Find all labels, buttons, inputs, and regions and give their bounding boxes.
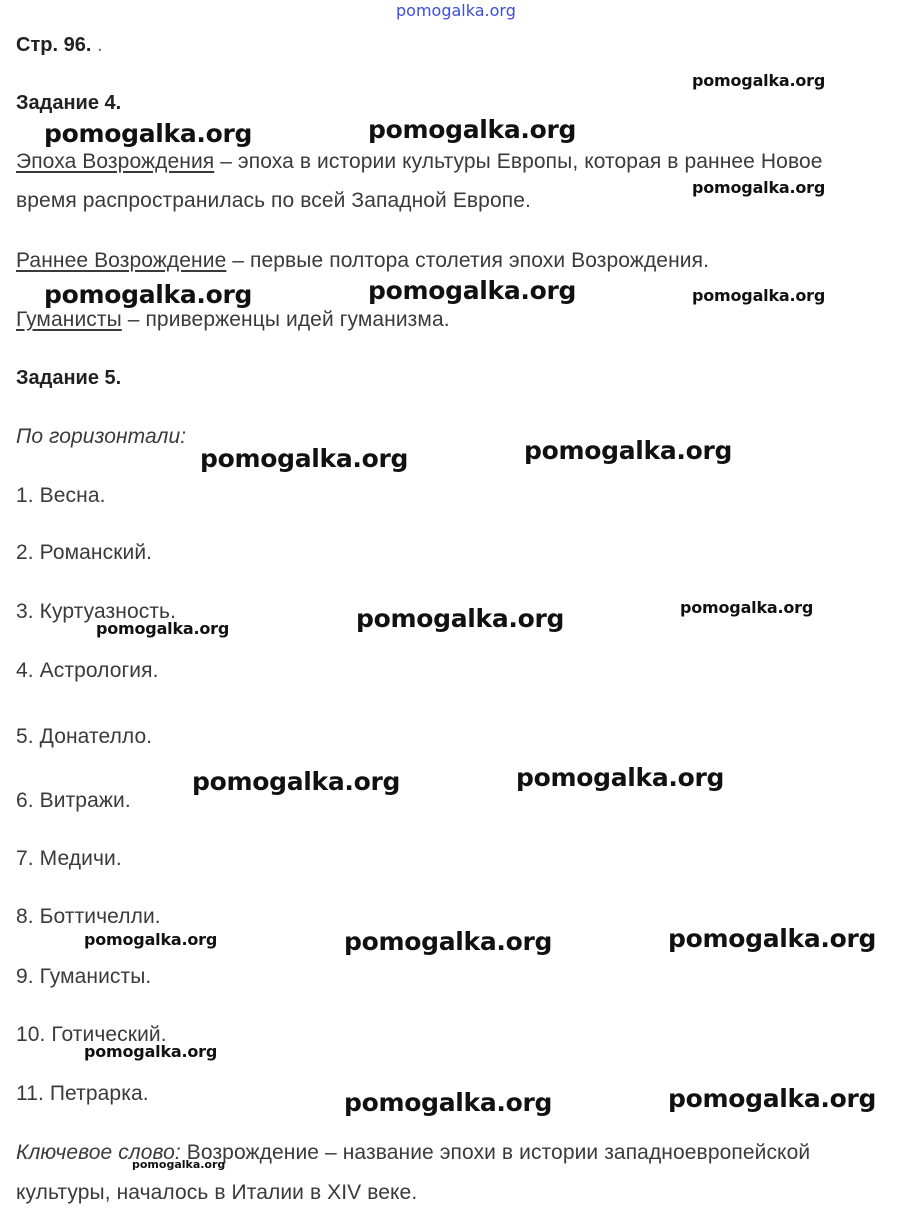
definition-3-term: Гуманисты [16,308,122,331]
watermark: pomogalka.org [44,119,253,148]
definition-3-text: – приверженцы идей гуманизма. [121,308,450,331]
watermark: pomogalka.org [200,444,409,473]
answer-item: 2. Романский. [16,541,153,564]
watermark: pomogalka.org [84,1042,218,1061]
answer-item: 1. Весна. [16,484,106,507]
answer-item: 5. Донателло. [16,725,153,748]
definition-2 [16,249,709,273]
definition-1-text: – эпоха в истории культуры Европы, которая в раннее Новое [214,150,823,173]
keyword-label: Ключевое слово: [16,1141,181,1164]
watermark: pomogalka.org [692,286,826,305]
watermark: pomogalka.org [680,598,814,617]
watermark: pomogalka.org [96,619,230,638]
watermark: pomogalka.org [692,178,826,197]
watermark: pomogalka.org [368,115,577,144]
page-number-dot: . [96,34,103,56]
answer-item: 9. Гуманисты. [16,965,152,988]
watermark: pomogalka.org [84,930,218,949]
watermark: pomogalka.org [356,604,565,633]
watermark: pomogalka.org [344,1088,553,1117]
watermark: pomogalka.org [524,436,733,465]
definition-2-text: – первые полтора столетия эпохи Возрождения. [226,249,710,272]
page-number-text: Стр. 96. [16,34,92,56]
definition-1-line2: время распространилась по всей Западной Европе. [16,189,531,212]
answer-item: 4. Астрология. [16,659,159,682]
answer-item: 10. Готический. [16,1023,167,1046]
answer-item: 8. Боттичелли. [16,905,161,928]
keyword-text: Возрождение – название эпохи в истории западноевропейской [180,1141,811,1164]
watermark: pomogalka.org [368,276,577,305]
task4-title: Задание 4. [16,92,122,114]
watermark: pomogalka.org [692,71,826,90]
site-header-watermark: pomogalka.org [396,1,516,20]
task5-title: Задание 5. [16,367,122,389]
watermark: pomogalka.org [668,924,877,953]
answer-item: 11. Петрарка. [16,1082,149,1105]
watermark: pomogalka.org [344,927,553,956]
watermark: pomogalka.org [516,763,725,792]
watermark: pomogalka.org [192,767,401,796]
answer-item: 6. Витражи. [16,789,131,812]
watermark: pomogalka.org [668,1084,877,1113]
task5-subtitle: По горизонтали: [16,425,187,448]
definition-2-term: Раннее Возрождение [16,249,227,272]
definition-1-term: Эпоха Возрождения [16,150,215,173]
definition-1-line1 [16,150,823,174]
answer-item: 7. Медичи. [16,847,122,870]
watermark: pomogalka.org [132,1158,226,1171]
definition-3 [16,308,450,332]
watermark: pomogalka.org [44,280,253,309]
keyword-line2: культуры, началось в Италии в XIV веке. [16,1181,418,1204]
page-number [16,34,103,57]
answer-item: 3. Куртуазность. [16,600,177,623]
